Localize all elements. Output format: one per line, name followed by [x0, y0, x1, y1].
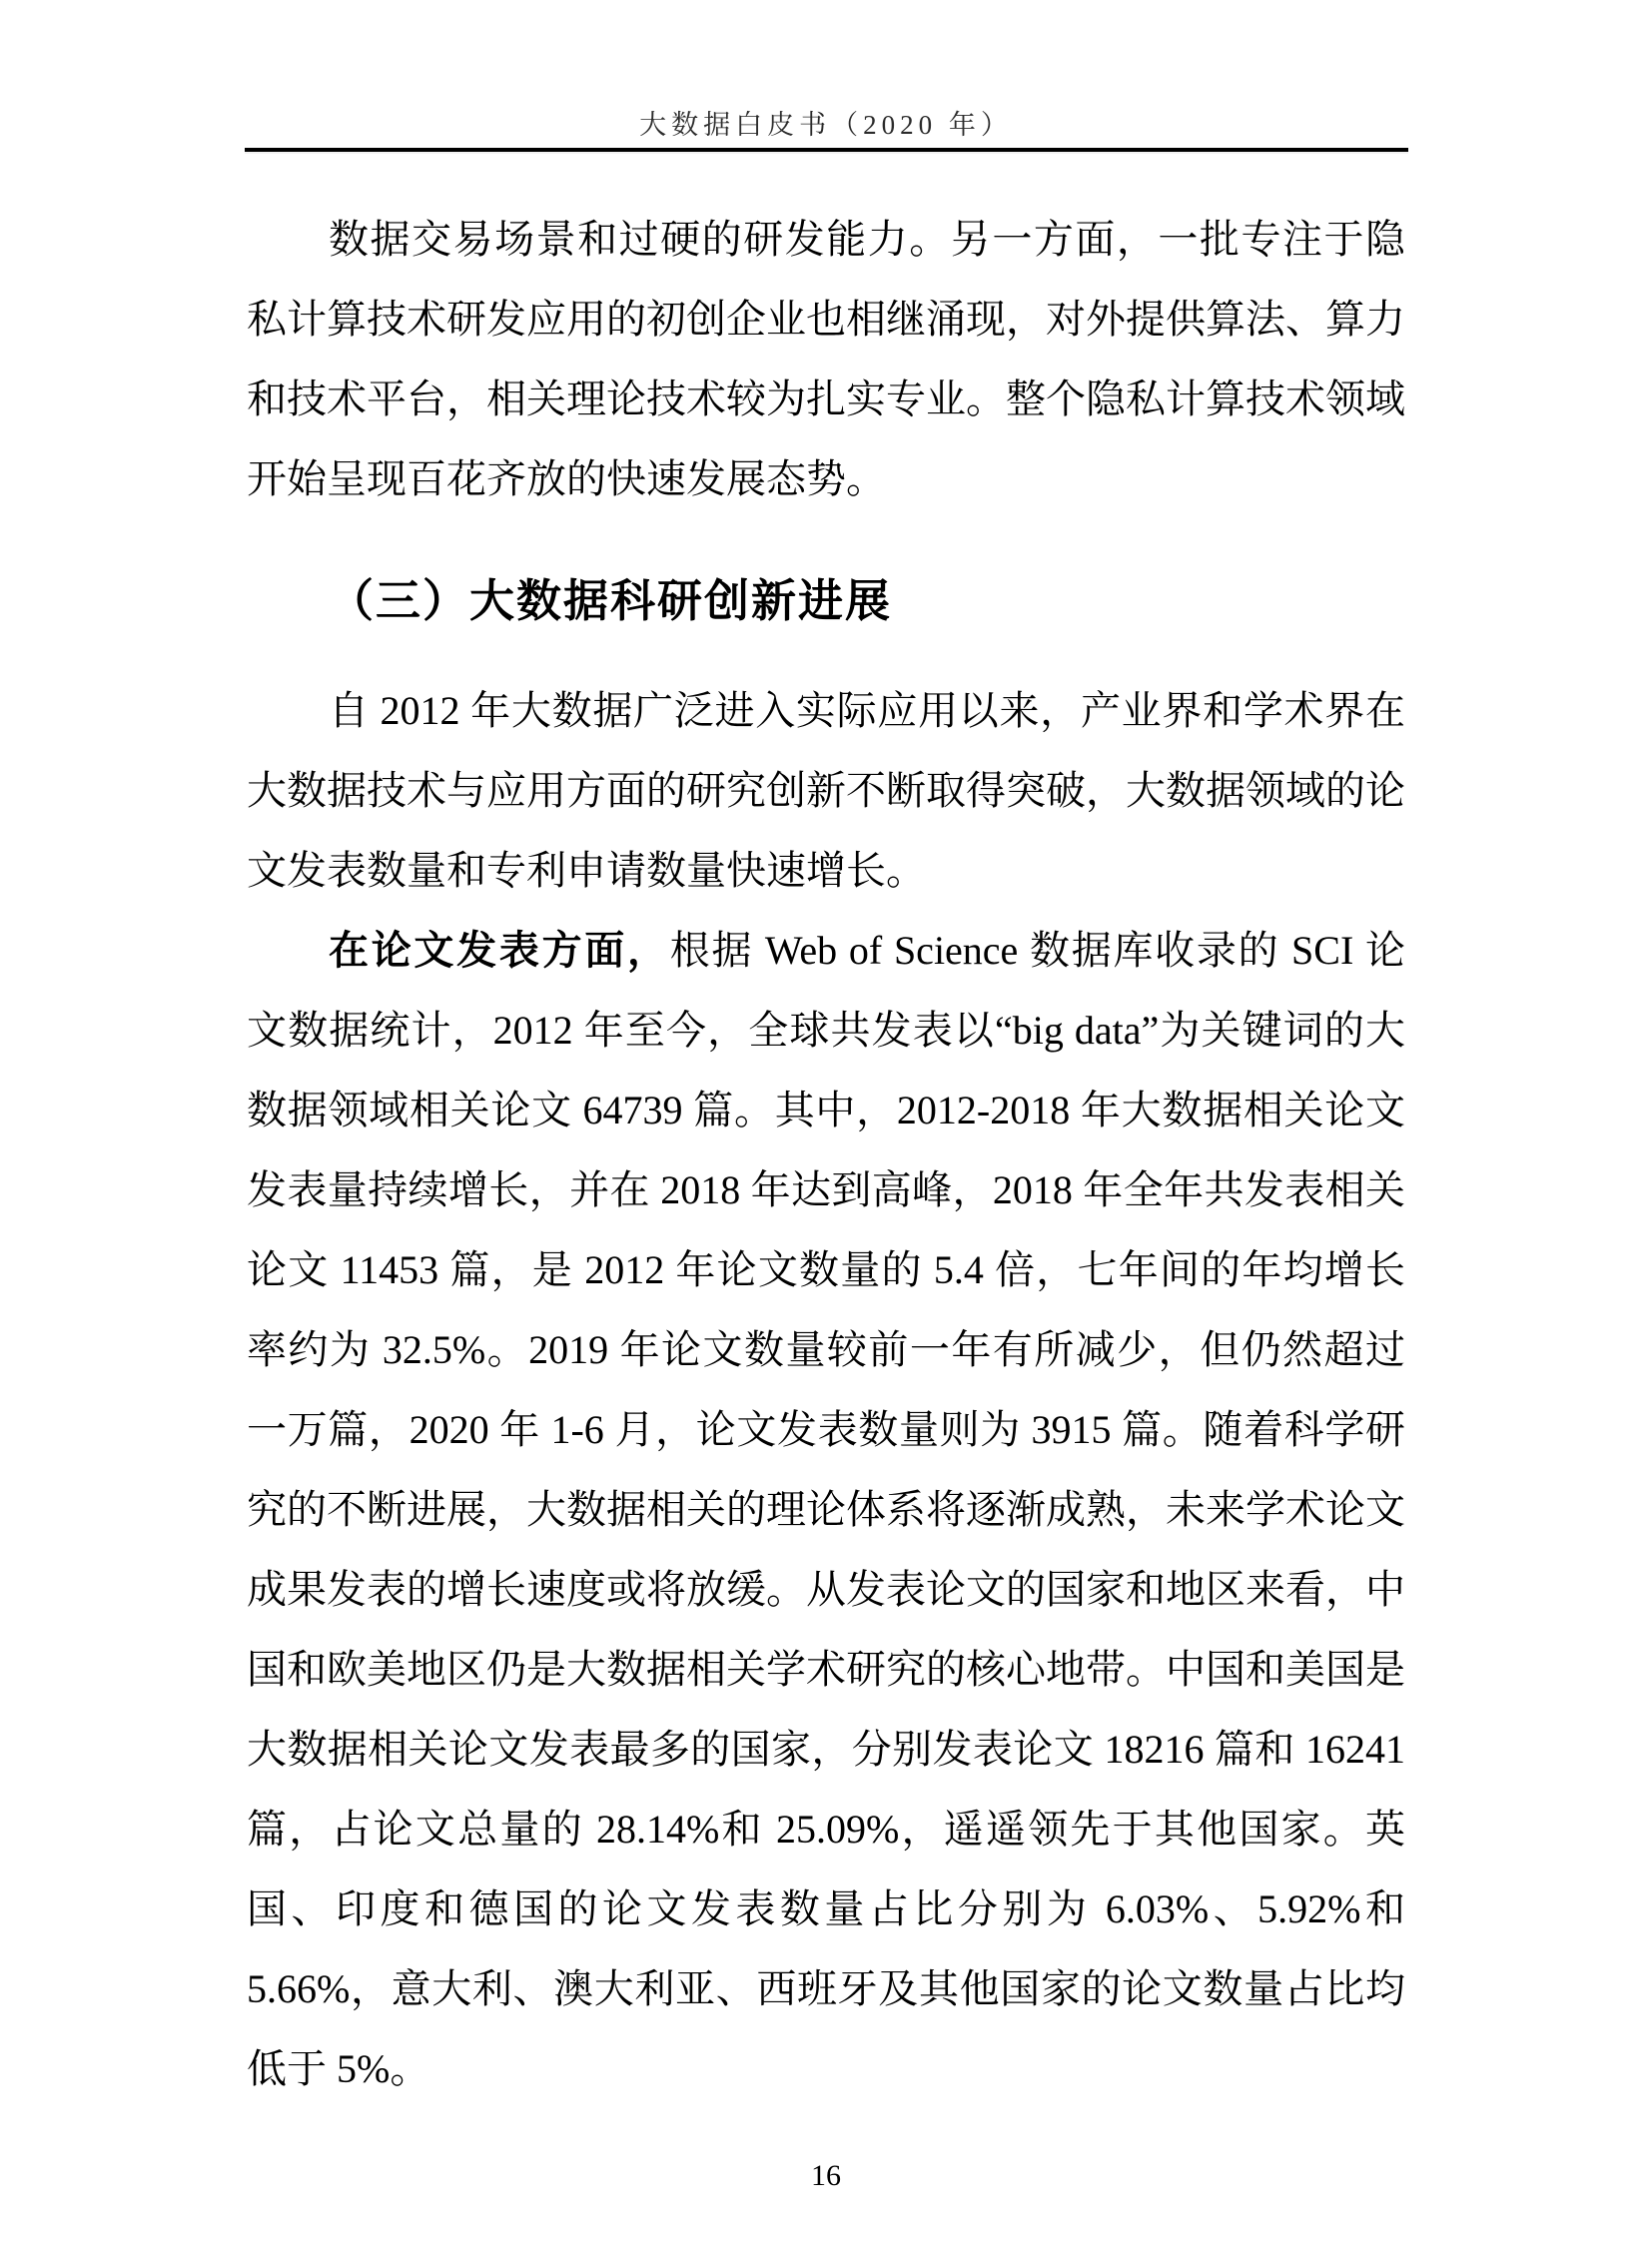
body-paragraph-3 — [247, 911, 1405, 2109]
running-header-title: 大数据白皮书（2020 年） — [639, 110, 1013, 140]
paragraph-lead-bold: 在论文发表方面， — [329, 929, 670, 973]
body-paragraph-1: 数据交易场景和过硬的研发能力。另一方面，一批专注于隐私计算技术研发应用的初创企业也相继涌现，对外提供算法、算力和技术平台，相关理论技术较为扎实专业。整个隐私计算技术领域开始呈现百花齐放的快速发展态势。 — [247, 217, 1405, 501]
body-paragraph-2: 自 2012 年大数据广泛进入实际应用以来，产业界和学术界在大数据技术与应用方面的研究创新不断取得突破，大数据领域的论文发表数量和专利申请数量快速增长。 — [247, 688, 1405, 893]
section-heading: （三）大数据科研创新进展 — [329, 576, 893, 626]
body-block — [247, 154, 1405, 2109]
page-number: 16 — [811, 2159, 841, 2192]
paragraph-body-text: 根据 Web of Science 数据库收录的 SCI 论文数据统计，2012 年至今，全球共发表以“big data”为关键词的大数据领域相关论文 64739 篇。其中，2012-2018 年大数据相关论文发表量持续增长，并在 2018 年达到高峰，2018 年全年共发表相关论文 11453 篇，是 2012 年论文数量的 5.4 倍，七年间的年均增长率约为 32.5%。2019 年论文数量较前一年有所减少，但仍然超过一万篇，2020 年 1-6 月，论文发表数量则为 3915 篇。随着科学研究的不断进展，大数据相关的理论体系将逐渐成熟，未来学术论文成果发表的增长速度或将放缓。从发表论文的国家和地区来看，中国和欧美地区仍是大数据相关学术研究的核心地带。中国和美国是大数据相关论文发表最多的国家，分别发表论文 18216 篇和 16241 篇，占论文总量的 28.14%和 25.09%，遥遥领先于其他国家。英国、印度和德国的论文发表数量占比分别为 6.03%、5.92%和 5.66%，意大利、澳大利亚、西班牙及其他国家的论文数量占比均低于 5%。 — [247, 928, 1406, 2091]
